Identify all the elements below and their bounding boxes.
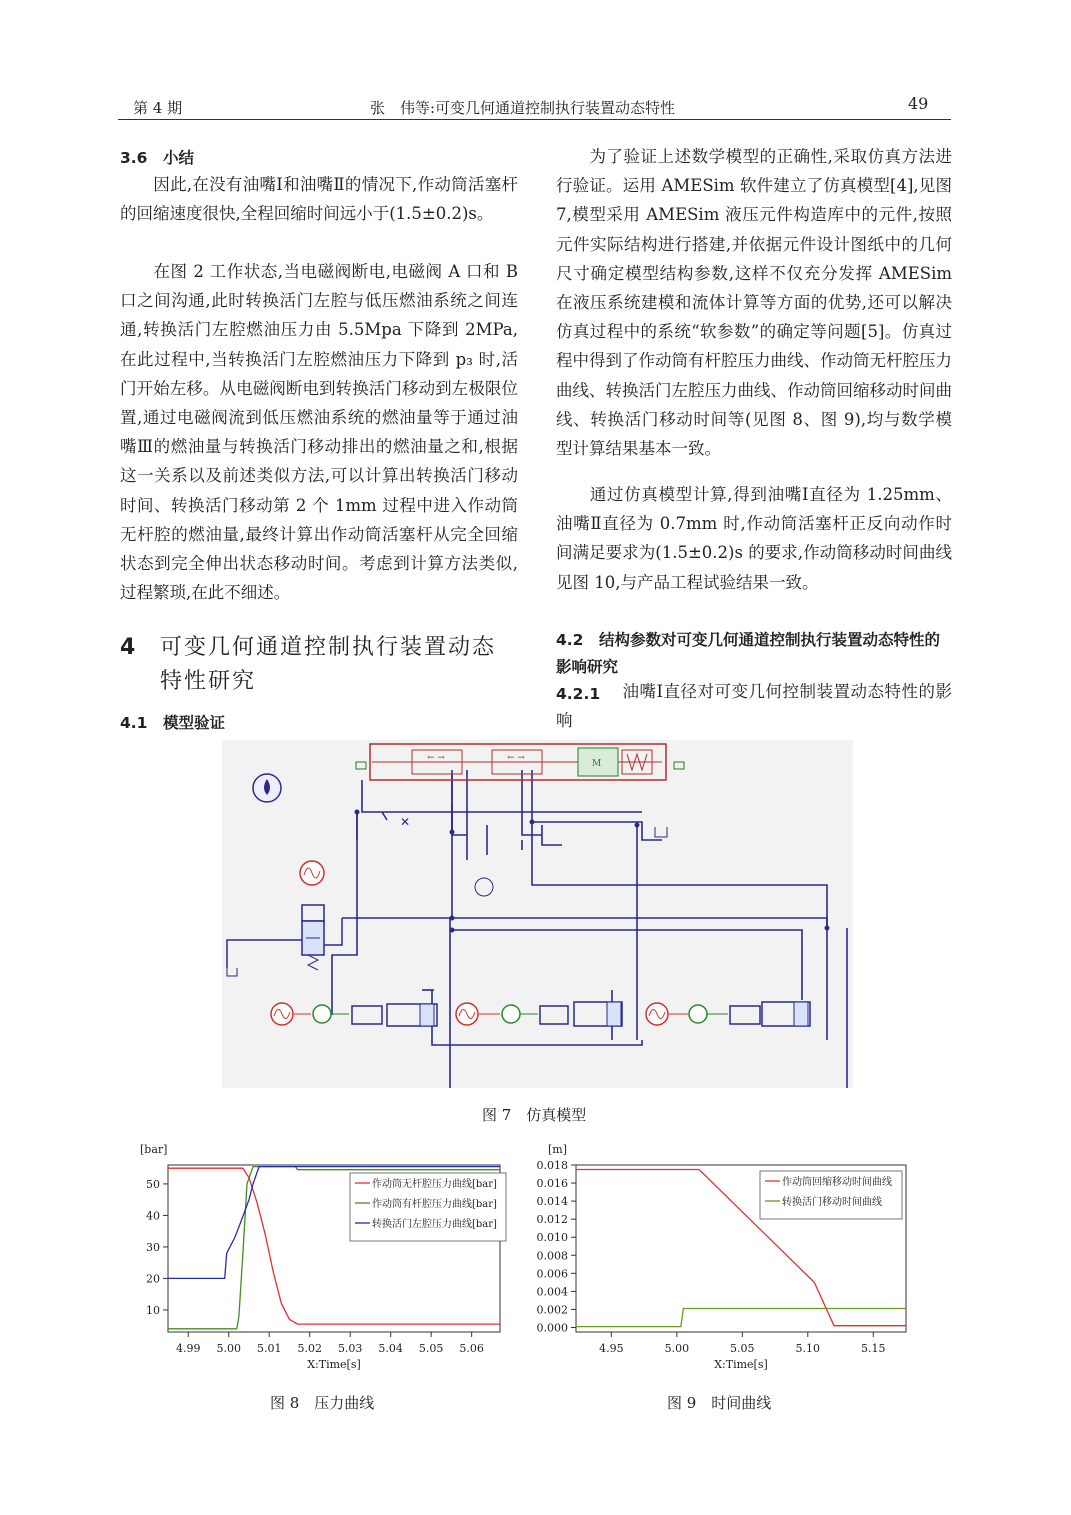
legend-label: 转换活门移动时间曲线: [782, 1197, 882, 1208]
y-tick-label: 0.000: [536, 1321, 568, 1335]
x-tick-label: 5.06: [459, 1342, 484, 1355]
x-tick-label: 4.95: [599, 1342, 624, 1355]
y-tick-label: 30: [146, 1240, 160, 1254]
x-tick-label: 5.04: [378, 1342, 403, 1355]
y-tick-label: 40: [146, 1209, 160, 1223]
figure-7-caption: 图 7 仿真模型: [482, 1106, 587, 1124]
legend-label: 作动筒无杆腔压力曲线[bar]: [372, 1179, 497, 1190]
figure-9-caption: 图 9 时间曲线: [667, 1394, 772, 1412]
simulation-model-diagram: [222, 740, 853, 1088]
section-4-2-1-title: 油嘴Ⅰ直径对可变几何控制装置动态特性的影响: [556, 682, 952, 731]
y-tick-label: 10: [146, 1303, 160, 1317]
x-tick-label: 5.05: [418, 1342, 444, 1355]
x-tick-label: 5.10: [795, 1342, 821, 1355]
legend-label: 作动筒回缩移动时间曲线: [782, 1177, 892, 1188]
section-4-1-heading: 4.1 模型验证: [120, 714, 225, 732]
section-4-2-1-number: 4.2.1: [556, 685, 601, 703]
section-4-title-line2: 特性研究: [160, 669, 257, 694]
journal-issue: 第 4 期: [133, 99, 183, 117]
pressure-curve-chart: [130, 1135, 510, 1380]
y-tick-label: 0.010: [536, 1231, 568, 1245]
x-tick-label: 5.01: [256, 1342, 282, 1355]
paragraph: 通过仿真模型计算,得到油嘴Ⅰ直径为 1.25mm、油嘴Ⅱ直径为 0.7mm 时,作动筒活塞杆正反向动作时间满足要求为(1.5±0.2)s 的要求,作动筒移动时间曲线见图 10,与产品工程试验结果一致。: [556, 485, 952, 592]
fluid-drop-icon: [253, 774, 281, 802]
legend-label: 作动筒有杆腔压力曲线[bar]: [372, 1199, 497, 1210]
x-axis-label: X:Time[s]: [307, 1358, 361, 1371]
y-axis-unit: [m]: [548, 1143, 568, 1156]
x-tick-label: 5.00: [664, 1342, 690, 1355]
y-tick-label: 0.012: [536, 1213, 568, 1227]
y-tick-label: 0.004: [536, 1285, 568, 1299]
y-tick-label: 0.018: [536, 1159, 568, 1172]
y-tick-label: 0.002: [536, 1303, 568, 1317]
paragraph: 为了验证上述数学模型的正确性,采取仿真方法进行验证。运用 AMESim 软件建立了仿真模型[4],见图 7,模型采用 AMESim 液压元件构造库中的元件,按照元件实际结构进行搭建,并依据元件设计图纸中的几何尺寸确定模型结构参数,这样不仅充分发挥 AMESim 在液压系统建模和流体计算等方面的优势,还可以解决仿真过程中的系统“软参数”的确定等问题[5]。仿真过程中得到了作动筒有杆腔压力曲线、作动筒无杆腔压力曲线、转换活门左腔压力曲线、作动筒回缩移动时间曲线、转换活门移动时间等(见图 8、图 9),均与数学模型计算结果基本一致。: [556, 147, 952, 459]
y-tick-label: 0.008: [536, 1249, 568, 1263]
page-number: 49: [908, 94, 929, 113]
y-tick-label: 0.016: [536, 1177, 568, 1191]
x-tick-label: 5.00: [216, 1342, 241, 1355]
x-tick-label: 4.99: [175, 1342, 201, 1355]
time-curve-chart: [520, 1135, 912, 1380]
section-3-6-heading: 3.6 小结: [120, 149, 194, 167]
y-tick-label: 0.014: [536, 1195, 568, 1209]
x-tick-label: 5.02: [297, 1342, 322, 1355]
svg-text:← →: ← →: [427, 753, 445, 763]
section-4-2-heading: 4.2 结构参数对可变几何通道控制执行装置动态特性的影响研究: [556, 631, 940, 676]
svg-text:M: M: [592, 759, 602, 769]
section-4-title-line1: 可变几何通道控制执行装置动态: [160, 635, 497, 660]
x-tick-label: 5.05: [730, 1342, 755, 1355]
x-tick-label: 5.15: [861, 1342, 886, 1355]
orifice-symbol: ✕: [400, 815, 411, 829]
svg-text:← →: ← →: [507, 753, 525, 763]
running-title: 张 伟等:可变几何通道控制执行装置动态特性: [370, 99, 676, 117]
y-tick-label: 20: [146, 1272, 160, 1286]
x-axis-label: X:Time[s]: [714, 1358, 768, 1371]
x-tick-label: 5.03: [337, 1342, 363, 1355]
paragraph: 因此,在没有油嘴Ⅰ和油嘴Ⅱ的情况下,作动筒活塞杆的回缩速度很快,全程回缩时间远小于(1.5±0.2)s。: [120, 175, 518, 224]
legend-label: 转换活门左腔压力曲线[bar]: [372, 1219, 497, 1230]
y-tick-label: 0.006: [536, 1267, 568, 1281]
y-axis-unit: [bar]: [140, 1143, 168, 1156]
paragraph: 在图 2 工作状态,当电磁阀断电,电磁阀 A 口和 B 口之间沟通,此时转换活门左腔与低压燃油系统之间连通,转换活门左腔燃油压力由 5.5Mpa 下降到 2MPa,在此过程中,当转换活门左腔燃油压力下降到 p₃ 时,活门开始左移。从电磁阀断电到转换活门移动到左极限位置,通过电磁阀流到低压燃油系统的燃油量等于通过油嘴Ⅲ的燃油量与转换活门移动排出的燃油量之和,根据这一关系以及前述类似方法,可以计算出转换活门移动时间、转换活门移动第 2 个 1mm 过程中进入作动筒无杆腔的燃油量,最终计算出作动筒活塞杆从完全回缩状态到完全伸出状态移动时间。考虑到计算方法类似,过程繁琐,在此不细述。: [120, 262, 518, 603]
section-4-number: 4: [120, 635, 138, 660]
y-tick-label: 50: [146, 1177, 160, 1191]
header-rule: [118, 119, 951, 120]
figure-8-caption: 图 8 压力曲线: [270, 1394, 375, 1412]
